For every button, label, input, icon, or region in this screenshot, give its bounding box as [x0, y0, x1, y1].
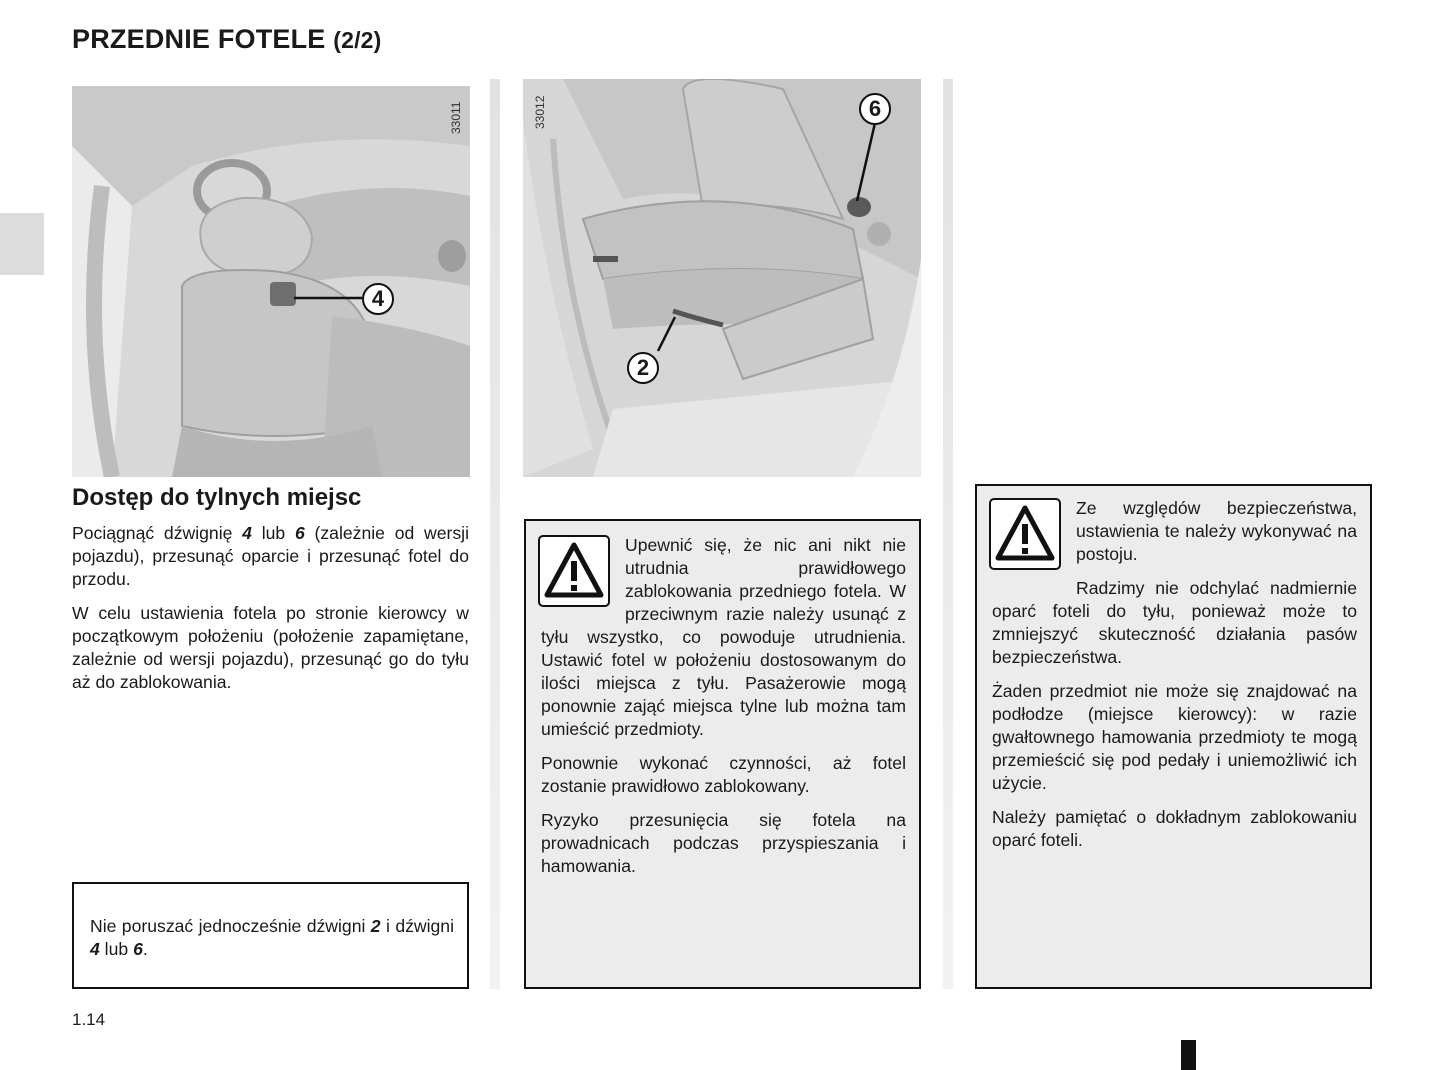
warning-text-right [992, 497, 1357, 863]
paragraph [72, 522, 469, 591]
text-run: . [142, 939, 148, 959]
lever-ref-2: 2 [370, 916, 381, 936]
paragraph: Żaden przedmiot nie może się znajdować na podłodze (miejsce kierowcy): w razie gwałtownego hamowania przedmioty te mogą przemieścić się pod pedały i uniemożliwić ich użycie. [992, 681, 1357, 793]
callout-2: 2 [627, 352, 659, 384]
paragraph: Ryzyko przesunięcia się fotela na prowadnicach podczas przyspieszania i hamowania. [541, 810, 906, 876]
callout-6: 6 [859, 93, 891, 125]
paragraph: W celu ustawienia fotela po stronie kierowcy w początkowym położeniu (położenie zapamiętane, zależnie od wersji pojazdu), przesunąć go do tyłu aż do zablokowania. [72, 603, 469, 692]
text-run: i dźwigni [380, 916, 454, 936]
text-run: (zależnie od wersji pojazdu), przesunąć oparcie i przesunąć fotel do przodu. [72, 523, 469, 589]
lever-ref-6: 6 [294, 523, 305, 543]
page-number: 1.14 [72, 1010, 106, 1029]
figure-middle-seat-photo [523, 79, 921, 477]
warning-box-right [975, 484, 1372, 989]
callout-4: 4 [362, 283, 394, 315]
column1-text [72, 522, 469, 705]
callout-leader-4 [72, 86, 470, 477]
lever-ref-4: 4 [90, 939, 100, 959]
paragraph: Upewnić się, że nic ani nikt nie utrudnia prawidłowego zablokowania przedniego fotela. W przeciwnym razie należy usunąć z tyłu wszystko, co powoduje utrudnienia. Ustawić fotel w położeniu dostosowanym do ilości miejsca z tyłu. Pasażerowie mogą ponownie zająć miejsca tylne lub można tam umieścić przedmioty. [541, 535, 906, 739]
section-tab [0, 213, 44, 275]
column-separator [943, 79, 953, 989]
title-sub: (2/2) [333, 27, 382, 53]
paragraph: Należy pamiętać o dokładnym zablokowaniu oparć foteli. [992, 807, 1357, 850]
lever-ref-6: 6 [133, 939, 143, 959]
paragraph: Ponownie wykonać czynności, aż fotel zostanie prawidłowo zablokowany. [541, 753, 906, 796]
warning-box-middle [524, 519, 921, 989]
end-of-section-mark [1181, 1040, 1196, 1070]
callout-leaders [523, 79, 921, 477]
section-heading: Dostęp do tylnych miejsc [72, 484, 362, 511]
paragraph: Ze względów bezpieczeństwa, ustawienia te należy wykonywać na postoju. [1076, 498, 1357, 564]
lever-ref-4: 4 [242, 523, 252, 543]
text-run: lub [99, 939, 134, 959]
figure-code: 33012 [533, 95, 547, 129]
note-text [90, 915, 454, 961]
warning-text-middle [541, 534, 906, 889]
paragraph: Radzimy nie odchylać nadmiernie oparć foteli do tyłu, ponieważ może to zmniejszyć skuteczność działania pasów bezpieczeństwa. [992, 578, 1357, 667]
text-run: lub [251, 523, 295, 543]
page-title [72, 24, 382, 55]
column-separator [490, 79, 500, 989]
figure-code: 33011 [449, 101, 463, 134]
text-run: Pociągnąć dźwignię [72, 523, 243, 543]
title-main: PRZEDNIE FOTELE [72, 24, 326, 54]
text-run: Nie poruszać jednocześnie dźwigni [90, 916, 371, 936]
figure-left-seat-photo [72, 86, 470, 477]
note-box [72, 882, 469, 989]
